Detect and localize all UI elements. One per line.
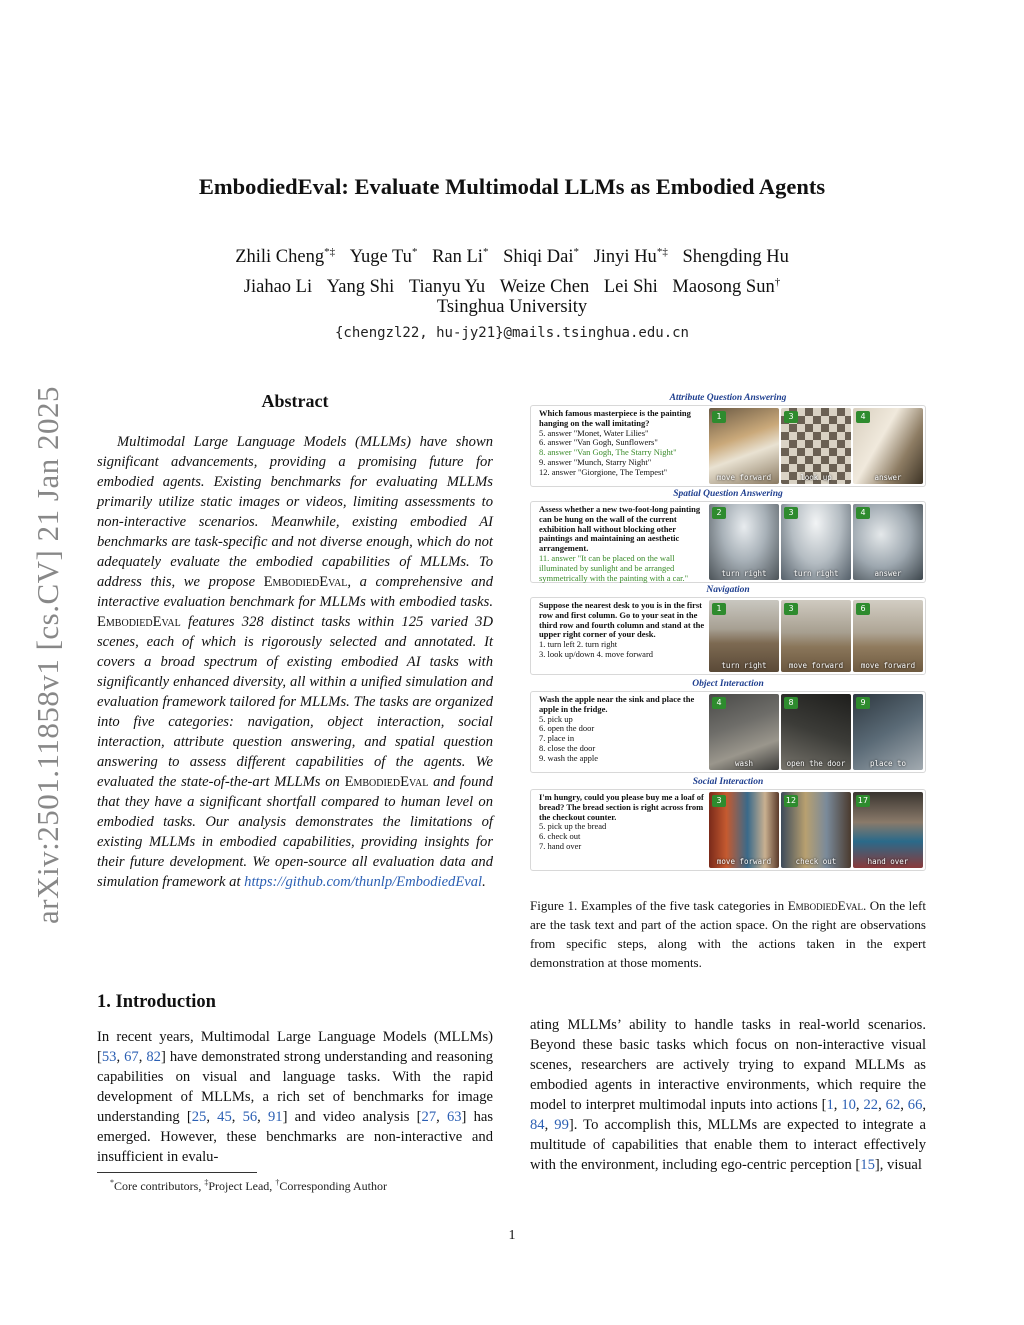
observation-frame: [781, 408, 851, 484]
action-option: 12. answer "Giorgione, The Tempest": [539, 466, 668, 477]
task-text: [539, 793, 707, 852]
citation[interactable]: 84: [530, 1117, 545, 1133]
intro-paragraph: In recent years, Multimodal Large Language Models (MLLMs) [53, 67, 82] have demonstrated strong understanding and reasoning capabilities on visual and language tasks. With the rapid development of MLLMs, a rich set of benchmarks for image understanding [25, 45, 56, 91] and video analysis [27, 63] has emerged. However, these benchmarks are non-interactive and insufficient in evalu-: [97, 1029, 494, 1165]
action-label: move forward: [788, 661, 844, 670]
observation-frame: [709, 504, 779, 580]
action-option: 3. look up/down 4. move forward: [539, 648, 654, 659]
author: Jinyi Hu*‡: [593, 246, 668, 268]
citation[interactable]: 10: [841, 1097, 856, 1113]
action-option: 1. turn left 2. turn right: [539, 639, 618, 650]
footnote-rule: [97, 1172, 257, 1173]
figure-task-panel: [530, 691, 926, 773]
action-label: look up: [800, 473, 832, 482]
observation-frame: [781, 694, 851, 770]
task-question: Which famous masterpiece is the painting hanging on the wall imitating?: [539, 408, 691, 428]
step-badge: 3: [784, 603, 798, 615]
step-badge: 6: [856, 603, 870, 615]
author: Jiahao Li: [243, 277, 313, 298]
action-option: 5. pick up: [539, 713, 573, 724]
figure-section-label: Navigation: [706, 585, 750, 595]
task-text: [539, 695, 707, 764]
author: Weize Chen: [499, 277, 590, 298]
citation[interactable]: 56: [242, 1109, 258, 1125]
step-badge: 9: [856, 697, 870, 709]
author-line-2: [0, 270, 1024, 300]
paper-title: EmbodiedEval: Evaluate Multimodal LLMs as Embodied Agents: [198, 174, 826, 199]
observation-frame: [853, 792, 923, 868]
footnote: *Core contributors, ‡Project Lead, †Corresponding Author: [110, 1178, 387, 1193]
action-label: move forward: [860, 661, 916, 670]
citation[interactable]: 22: [863, 1097, 879, 1113]
action-option: 6. answer "Van Gogh, Sunflowers": [539, 437, 658, 448]
task-text: [539, 505, 707, 583]
page-number: 1: [508, 1228, 516, 1243]
citation[interactable]: 53: [101, 1049, 117, 1065]
citation[interactable]: 27: [421, 1109, 437, 1125]
action-option: 7. place in: [539, 733, 575, 744]
observation-frame: [853, 600, 923, 672]
action-label: turn right: [721, 661, 767, 670]
author: Zhili Cheng*‡: [235, 246, 336, 268]
citation[interactable]: 99: [554, 1117, 569, 1133]
observation-frames: [709, 600, 923, 672]
section-heading-introduction: 1. Introduction: [97, 992, 216, 1012]
step-badge: 2: [712, 507, 726, 519]
figure-task-panel: [530, 789, 926, 871]
action-label: hand over: [867, 857, 909, 866]
figure-section-label: Object Interaction: [692, 679, 764, 689]
author: Maosong Sun†: [672, 276, 781, 298]
action-label: move forward: [716, 857, 772, 866]
citation[interactable]: 67: [124, 1049, 139, 1065]
action-option: 5. pick up the bread: [539, 821, 607, 832]
figure-section-label: Attribute Question Answering: [669, 393, 787, 403]
citation[interactable]: 1: [826, 1097, 834, 1113]
citation[interactable]: 82: [146, 1049, 161, 1065]
github-link[interactable]: https://github.com/thunlp/EmbodiedEval: [244, 874, 483, 890]
author: Lei Shi: [603, 277, 658, 298]
author: Tianyu Yu: [408, 277, 486, 298]
citation[interactable]: 91: [267, 1109, 283, 1125]
abstract-heading: Abstract: [261, 391, 329, 411]
action-option: 6. open the door: [539, 723, 595, 734]
figure-section-label: Social Interaction: [692, 777, 764, 787]
action-label: answer: [874, 569, 902, 578]
step-badge: 3: [784, 507, 798, 519]
task-question: I'm hungry, could you please buy me a loaf of bread? The bread section is right across from the checkout counter.: [539, 792, 704, 822]
email[interactable]: {chengzl22, hu-jy21}@mails.tsinghua.edu.cn: [334, 325, 689, 341]
action-label: open the door: [786, 759, 846, 768]
step-badge: 4: [856, 411, 870, 423]
observation-frames: [709, 792, 923, 868]
action-label: wash: [734, 759, 754, 768]
observation-frames: [709, 408, 923, 484]
citation[interactable]: 66: [907, 1097, 923, 1113]
action-option: 11. answer "It can be placed on the wall illuminated by sunlight and be arranged symmetrically with the painting with a car.": [539, 552, 689, 583]
author: Yang Shi: [326, 277, 395, 298]
action-option: 9. wash the apple: [539, 752, 599, 763]
task-question: Assess whether a new two-foot-long painting can be hung on the wall of the current exhibition hall without blocking other paintings and maintaining an aesthetic arrangement.: [539, 504, 701, 554]
step-badge: 17: [857, 796, 869, 805]
action-label: move forward: [716, 473, 772, 482]
author-line-1: [0, 240, 1024, 270]
observation-frame: [781, 792, 851, 868]
step-badge: 4: [712, 697, 726, 709]
observation-frames: [709, 504, 923, 580]
citation[interactable]: 25: [191, 1109, 207, 1125]
observation-frame: [709, 694, 779, 770]
observation-frame: [709, 408, 779, 484]
arxiv-stamp: [24, 360, 72, 950]
observation-frame: [853, 694, 923, 770]
affiliation: Tsinghua University: [436, 297, 588, 317]
task-text: [539, 601, 707, 660]
author: Yuge Tu*: [349, 246, 418, 268]
step-badge: 3: [712, 795, 726, 807]
task-text: [539, 409, 707, 478]
action-option: 7. hand over: [539, 840, 582, 851]
figure-task-panel: [530, 501, 926, 583]
observation-frame: [853, 408, 923, 484]
observation-frame: [781, 600, 851, 672]
task-question: Wash the apple near the sink and place the apple in the fridge.: [539, 694, 695, 714]
step-badge: 1: [712, 411, 726, 423]
step-badge: 8: [784, 697, 798, 709]
action-label: turn right: [721, 569, 767, 578]
step-badge: 4: [856, 507, 870, 519]
abstract-text: Multimodal Large Language Models (MLLMs) have shown significant advancements, providing a promising future for embodied agents. Existing benchmarks for evaluating MLLMs primarily utilize static images or videos, limiting assessments to non-interactive scenarios. Meanwhile, existing embodied AI benchmarks are task-specific and not diverse enough, which do not adequately evaluate the embodied capabilities of MLLMs. To address this, we propose EmbodiedEval, a comprehensive and interactive evaluation benchmark for MLLMs with embodied tasks. EmbodiedEval features 328 distinct tasks within 125 varied 3D scenes, each of which is rigorously selected and annotated. It covers a broad spectrum of existing embodied AI tasks with significantly enhanced diversity, all within a unified simulation and evaluation framework tailored for MLLMs. The tasks are organized into five categories: navigation, object interaction, social interaction, attribute question answering, and spatial question answering to assess different capabilities of the agents. We evaluated the state-of-the-art MLLMs on EmbodiedEval and found that they have a significant shortfall compared to human level on embodied tasks. Our analysis demonstrates the limitations of existing MLLMs in embodied capabilities, providing insights for their future development. We open-source all evaluation data and simulation framework at https://github.com/thunlp/EmbodiedEval.: [97, 434, 493, 890]
action-option: 6. check out: [539, 831, 581, 842]
task-question: Suppose the nearest desk to you is in the first row and first column. Go to your seat in the third row and fourth column and stand at the upper right corner of your desk.: [539, 600, 705, 640]
action-option: 5. answer "Monet, Water Lilies": [539, 427, 649, 438]
figure-section-label: Spatial Question Answering: [673, 489, 783, 499]
action-option: 9. answer "Munch, Starry Night": [539, 456, 652, 467]
step-badge: 1: [712, 603, 726, 615]
author: Shengding Hu: [682, 247, 789, 268]
intro-paragraph-continued: ating MLLMs’ ability to handle tasks in real-world scenarios. Beyond these basic tasks which focus on non-interactive visual scenes, researchers are actively trying to expand MLLMs as embodied agents in interactive environments, which require the model to interpret multimodal inputs into actions [1, 10, 22, 62, 66, 84, 99]. To accomplish this, MLLMs are expected to integrate a multitude of capabilities that enable them to interact effectively with the environment, including ego-centric perception [15], visual: [530, 1017, 927, 1173]
figure-caption: Figure 1. Examples of the five task categories in EmbodiedEval. On the left are the task text and part of the action space. On the right are observations from specific steps, along with the actions taken in the expert demonstration at those moments.: [530, 898, 926, 970]
observation-frame: [853, 504, 923, 580]
figure-1: [530, 393, 926, 879]
action-label: turn right: [793, 569, 839, 578]
citation[interactable]: 45: [217, 1109, 232, 1125]
citation[interactable]: 15: [860, 1157, 875, 1173]
observation-frame: [781, 504, 851, 580]
author-list: [0, 240, 1024, 300]
figure-task-panel: [530, 405, 926, 487]
citation[interactable]: 63: [446, 1109, 462, 1125]
action-option: 8. close the door: [539, 742, 596, 753]
observation-frame: [709, 600, 779, 672]
action-label: place to: [869, 759, 907, 768]
citation[interactable]: 62: [885, 1097, 901, 1113]
action-option: 8. answer "Van Gogh, The Starry Night": [539, 447, 677, 458]
step-badge: 12: [785, 796, 797, 805]
author: Shiqi Dai*: [503, 246, 579, 268]
observation-frames: [709, 694, 923, 770]
arxiv-id: arXiv:2501.11858v1 [cs.CV] 21 Jan 2025: [30, 386, 65, 924]
step-badge: 3: [784, 411, 798, 423]
figure-task-panel: [530, 597, 926, 675]
observation-frame: [709, 792, 779, 868]
author: Ran Li*: [432, 246, 489, 268]
action-label: check out: [795, 857, 837, 866]
action-label: answer: [874, 473, 902, 482]
